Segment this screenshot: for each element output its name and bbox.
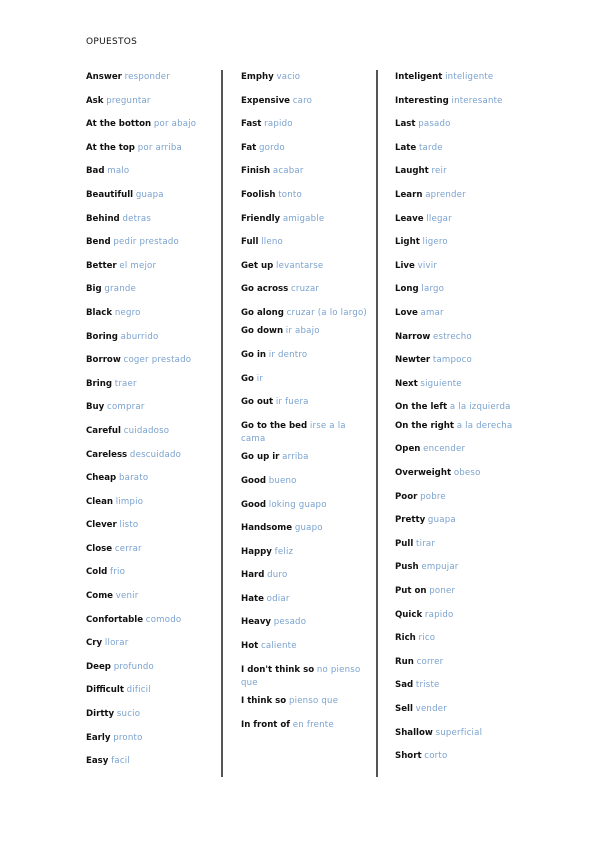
spanish-translation: preguntar [106, 95, 151, 106]
english-word: Dirtty [86, 709, 115, 720]
english-word: Easy [86, 756, 109, 767]
english-word: Good [241, 475, 267, 486]
english-word: In front of [241, 719, 291, 730]
english-word: Behind [86, 213, 120, 224]
spanish-translation: responder [124, 72, 170, 82]
spanish-translation: por abajo [153, 119, 197, 130]
vocab-column-3 [395, 71, 525, 774]
spanish-translation: llegar [426, 213, 452, 224]
spanish-translation: reir [431, 166, 447, 177]
english-word: Last [395, 119, 416, 130]
spanish-translation: a la derecha [456, 420, 513, 431]
vocab-entry [395, 71, 525, 84]
vocab-entry [395, 142, 525, 155]
english-word: Hot [241, 641, 259, 652]
spanish-translation: comprar [107, 402, 145, 413]
vocab-entry [395, 401, 525, 414]
vocab-entry [241, 260, 373, 273]
english-word: Heavy [241, 617, 272, 628]
spanish-translation: dificil [126, 685, 151, 696]
spanish-translation: pesado [273, 617, 307, 628]
spanish-translation: pedir prestado [113, 237, 179, 248]
vocab-entry [86, 732, 218, 745]
spanish-translation: rapido [424, 609, 454, 620]
spanish-translation: feliz [274, 546, 294, 557]
spanish-translation: amigable [282, 213, 325, 224]
english-word: Late [395, 142, 417, 153]
english-word: Laught [395, 166, 429, 177]
vocab-entry [86, 684, 218, 697]
english-word: Inteligent [395, 72, 443, 82]
vocab-entry [86, 165, 218, 178]
vocab-entry [241, 283, 373, 296]
english-word: Rich [395, 633, 416, 644]
vocab-entry [241, 349, 373, 362]
vocab-entry [86, 661, 218, 674]
english-word: Go in [241, 350, 267, 361]
vocab-entry [86, 260, 218, 273]
vocab-entry [395, 165, 525, 178]
vocab-entry [86, 708, 218, 721]
english-word: Interesting [395, 95, 449, 106]
english-word: Careful [86, 425, 121, 436]
vocab-entry [86, 614, 218, 627]
spanish-translation: coger prestado [123, 355, 192, 366]
english-word: Overweight [395, 468, 452, 478]
vocab-entry [241, 142, 373, 155]
spanish-translation: obeso [453, 468, 481, 478]
vocab-entry [241, 189, 373, 202]
spanish-translation: ir dentro [268, 350, 308, 361]
english-word: Good [241, 499, 267, 510]
spanish-translation: comodo [145, 614, 182, 625]
english-word: I think so [241, 696, 287, 707]
spanish-translation: el mejor [119, 260, 157, 271]
english-word: Cry [86, 638, 103, 649]
spanish-translation: irse a la cama [241, 420, 346, 444]
vocab-entry [86, 354, 218, 367]
spanish-translation: pasado [418, 119, 451, 130]
vocab-entry [241, 522, 373, 535]
vocab-entry [86, 449, 218, 462]
vocab-entry [395, 514, 525, 527]
spanish-translation: pronto [113, 732, 143, 743]
vocab-entry [241, 616, 373, 629]
spanish-translation: encender [423, 444, 466, 455]
english-word: Next [395, 378, 418, 389]
english-word: Foolish [241, 189, 276, 200]
english-word: Live [395, 260, 415, 271]
english-word: Go across [241, 284, 289, 295]
page-title: OPUESTOS [86, 37, 138, 47]
spanish-translation: guapo [294, 523, 323, 534]
vocab-entry [241, 475, 373, 488]
spanish-translation: vender [415, 703, 447, 714]
vocab-entry [86, 472, 218, 485]
english-word: Better [86, 260, 117, 271]
vocab-entry [241, 640, 373, 653]
spanish-translation: estrecho [433, 331, 472, 342]
english-word: Push [395, 562, 419, 573]
spanish-translation: barato [118, 473, 149, 484]
vocab-entry [395, 331, 525, 344]
english-word: Short [395, 751, 422, 762]
spanish-translation: guapa [135, 189, 164, 200]
vocab-entry [395, 95, 525, 108]
spanish-translation: negro [114, 307, 141, 318]
spanish-translation: vivir [417, 260, 438, 271]
english-word: Hate [241, 593, 264, 604]
vocab-entry [241, 719, 373, 732]
spanish-translation: poner [429, 585, 456, 596]
vocab-entry [86, 71, 218, 84]
vocab-entry [241, 499, 373, 512]
english-word: Open [395, 444, 421, 455]
english-word: Clever [86, 520, 117, 531]
english-word: Bend [86, 237, 111, 248]
spanish-translation: cuidadoso [123, 425, 170, 436]
spanish-translation: bueno [268, 475, 297, 486]
spanish-translation: tirar [416, 538, 436, 549]
english-word: Clean [86, 496, 113, 507]
vocab-entry [395, 189, 525, 202]
english-word: Love [395, 307, 418, 318]
spanish-translation: corto [424, 751, 448, 762]
english-word: Sad [395, 680, 414, 691]
spanish-translation: triste [415, 680, 440, 691]
vocab-entry [241, 325, 373, 338]
english-word: Go down [241, 326, 284, 337]
vocab-entry [395, 378, 525, 391]
spanish-translation: a la izquierda [449, 402, 511, 413]
english-word: Bring [86, 378, 113, 389]
english-word: On the left [395, 402, 448, 413]
english-word: Pull [395, 538, 414, 549]
spanish-translation: cruzar [290, 284, 320, 295]
spanish-translation: interesante [451, 95, 503, 106]
vocab-entry [241, 95, 373, 108]
vocab-entry [86, 142, 218, 155]
english-word: At the top [86, 142, 135, 153]
spanish-translation: siguiente [420, 378, 462, 389]
english-word: Quick [395, 609, 423, 620]
spanish-translation: facil [111, 756, 130, 767]
spanish-translation: cruzar (a lo largo) [286, 307, 367, 318]
english-word: Narrow [395, 331, 431, 342]
english-word: Run [395, 656, 414, 667]
vocab-entry [86, 543, 218, 556]
english-word: Confortable [86, 614, 144, 625]
english-word: Shallow [395, 727, 433, 738]
vocab-entry [241, 118, 373, 131]
spanish-translation: largo [421, 284, 445, 295]
english-word: Go to the bed [241, 420, 308, 431]
english-word: Hard [241, 570, 265, 581]
vocab-entry [86, 236, 218, 249]
vocab-entry [395, 118, 525, 131]
vocab-entry [86, 331, 218, 344]
english-word: Go out [241, 397, 274, 408]
vocab-entry [395, 420, 525, 433]
vocab-entry [395, 491, 525, 504]
spanish-translation: inteligente [445, 72, 494, 82]
spanish-translation: grande [104, 284, 137, 295]
vocab-entry [86, 519, 218, 532]
spanish-translation: empujar [421, 562, 459, 573]
english-word: Get up [241, 260, 274, 271]
vocab-entry [395, 213, 525, 226]
spanish-translation: tarde [418, 142, 443, 153]
vocab-entry [241, 451, 373, 464]
spanish-translation: ligero [422, 237, 448, 248]
vocab-entry [86, 637, 218, 650]
vocab-entry [395, 236, 525, 249]
english-word: Buy [86, 402, 105, 413]
spanish-translation: tampoco [432, 355, 472, 366]
spanish-translation: amar [420, 307, 444, 318]
spanish-translation: descuidado [129, 449, 182, 460]
english-word: Light [395, 237, 420, 248]
vocab-entry [395, 561, 525, 574]
vocab-entry [395, 585, 525, 598]
english-word: I don't think so [241, 664, 315, 675]
vocab-entry [241, 664, 373, 690]
spanish-translation: duro [267, 570, 288, 581]
english-word: Early [86, 732, 111, 743]
vocab-entry [86, 425, 218, 438]
english-word: Big [86, 284, 102, 295]
vocab-entry [86, 189, 218, 202]
english-word: Put on [395, 585, 427, 596]
spanish-translation: profundo [113, 661, 154, 672]
vocab-entry [86, 118, 218, 131]
vocab-entry [395, 307, 525, 320]
vocab-column-2 [241, 71, 373, 742]
vocab-entry [395, 727, 525, 740]
english-word: Difficult [86, 685, 124, 696]
vocab-column-1 [86, 71, 218, 779]
english-word: Deep [86, 661, 111, 672]
spanish-translation: en frente [292, 719, 334, 730]
spanish-translation: aburrido [120, 331, 159, 342]
spanish-translation: rapido [264, 119, 293, 130]
vocab-entry [395, 750, 525, 763]
spanish-translation: acabar [272, 166, 304, 177]
english-word: Go along [241, 307, 284, 318]
spanish-translation: rico [418, 633, 436, 644]
spanish-translation: venir [115, 591, 139, 602]
english-word: Answer [86, 72, 122, 82]
vocab-entry [395, 679, 525, 692]
english-word: Bad [86, 166, 105, 177]
spanish-translation: correr [416, 656, 444, 667]
spanish-translation: pobre [420, 491, 446, 502]
spanish-translation: odiar [266, 593, 290, 604]
spanish-translation: superficial [435, 727, 483, 738]
spanish-translation: cerrar [114, 543, 142, 554]
vocab-entry [395, 443, 525, 456]
spanish-translation: frio [110, 567, 126, 578]
english-word: Long [395, 284, 419, 295]
vocab-entry [395, 703, 525, 716]
vocab-entry [86, 283, 218, 296]
vocab-entry [241, 71, 373, 84]
vocab-entry [86, 566, 218, 579]
vocab-entry [395, 260, 525, 273]
english-word: Sell [395, 703, 413, 714]
vocab-entry [241, 695, 373, 708]
english-word: Ask [86, 95, 104, 106]
spanish-translation: vacio [276, 72, 301, 82]
english-word: Full [241, 237, 259, 248]
english-word: Borrow [86, 355, 121, 366]
english-word: Cheap [86, 473, 117, 484]
vocab-entry [395, 656, 525, 669]
vocab-entry [86, 401, 218, 414]
english-word: Beautifull [86, 189, 134, 200]
english-word: Go up ir [241, 452, 280, 463]
vocab-entry [395, 632, 525, 645]
spanish-translation: pienso que [288, 696, 339, 707]
english-word: Happy [241, 546, 272, 557]
vocab-entry [86, 755, 218, 768]
vocab-entry [241, 569, 373, 582]
spanish-translation: ir abajo [285, 326, 320, 337]
spanish-translation: traer [114, 378, 137, 389]
spanish-translation: caro [292, 95, 313, 106]
vocab-entry [395, 283, 525, 296]
vocab-entry [86, 95, 218, 108]
spanish-translation: arriba [282, 452, 309, 463]
vocab-entry [241, 165, 373, 178]
vocab-entry [86, 213, 218, 226]
spanish-translation: loking guapo [268, 499, 327, 510]
vocab-entry [241, 373, 373, 386]
vocab-entry [241, 420, 373, 446]
vocab-entry [241, 593, 373, 606]
spanish-translation: listo [119, 520, 139, 531]
spanish-translation: aprender [425, 189, 466, 200]
spanish-translation: limpio [115, 496, 144, 507]
spanish-translation: ir [256, 373, 264, 384]
spanish-translation: guapa [427, 515, 456, 526]
vocab-entry [395, 467, 525, 480]
spanish-translation: malo [107, 166, 130, 177]
english-word: Fat [241, 142, 257, 153]
vocab-entry [241, 396, 373, 409]
spanish-translation: detras [122, 213, 152, 224]
english-word: Go [241, 373, 254, 384]
english-word: Fast [241, 119, 262, 130]
english-word: Come [86, 591, 113, 602]
vocab-entry [395, 609, 525, 622]
english-word: On the right [395, 420, 455, 431]
vocab-entry [241, 213, 373, 226]
vocab-entry [395, 538, 525, 551]
english-word: Black [86, 307, 113, 318]
spanish-translation: levantarse [276, 260, 324, 271]
english-word: Emphy [241, 72, 274, 82]
english-word: Friendly [241, 213, 281, 224]
spanish-translation: sucio [116, 709, 141, 720]
spanish-translation: por arriba [137, 142, 182, 153]
vocab-entry [86, 590, 218, 603]
column-divider-2 [376, 70, 378, 777]
vocab-entry [86, 496, 218, 509]
english-word: Cold [86, 567, 108, 578]
column-divider-1 [221, 70, 223, 777]
english-word: Pretty [395, 515, 426, 526]
english-word: Newter [395, 355, 431, 366]
english-word: Expensive [241, 95, 291, 106]
spanish-translation: caliente [260, 641, 297, 652]
english-word: Boring [86, 331, 118, 342]
vocab-entry [86, 307, 218, 320]
vocab-entry [395, 354, 525, 367]
spanish-translation: llorar [104, 638, 129, 649]
spanish-translation: lleno [261, 237, 283, 248]
english-word: Handsome [241, 523, 293, 534]
vocab-entry [241, 307, 373, 320]
vocab-entry [86, 378, 218, 391]
english-word: Finish [241, 166, 271, 177]
spanish-translation: gordo [259, 142, 285, 153]
english-word: Careless [86, 449, 128, 460]
english-word: Learn [395, 189, 423, 200]
vocab-entry [241, 546, 373, 559]
english-word: Close [86, 543, 113, 554]
spanish-translation: no pienso que [241, 664, 361, 688]
english-word: At the botton [86, 119, 152, 130]
vocab-entry [241, 236, 373, 249]
english-word: Leave [395, 213, 424, 224]
english-word: Poor [395, 491, 418, 502]
spanish-translation: ir fuera [275, 397, 309, 408]
spanish-translation: tonto [278, 189, 302, 200]
